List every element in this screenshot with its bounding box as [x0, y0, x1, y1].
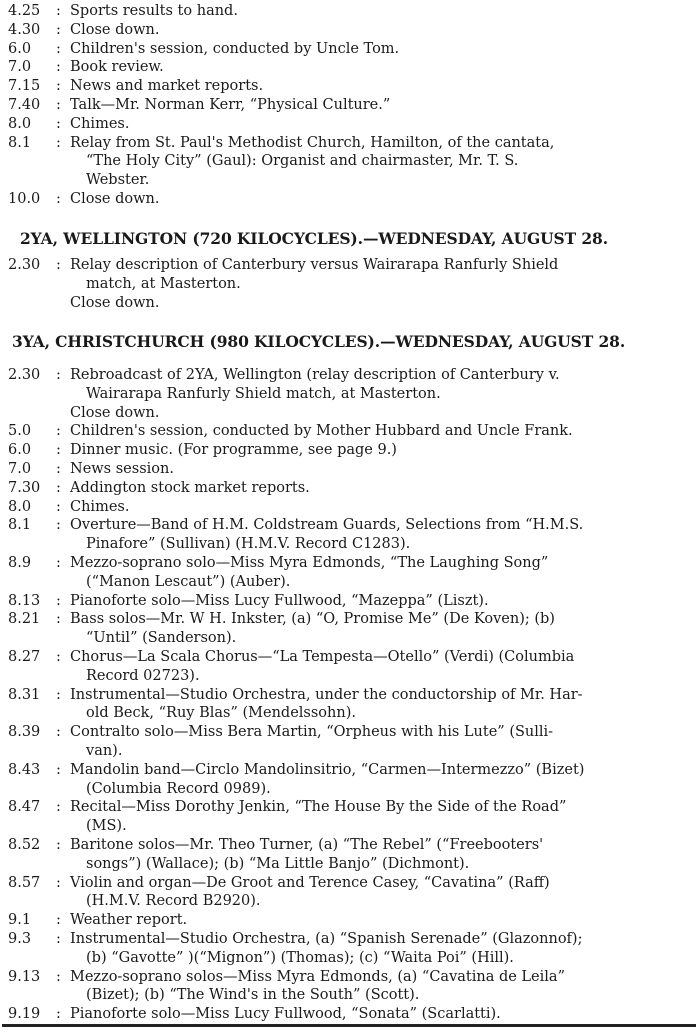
time-value: 8.1 — [8, 517, 32, 534]
time-colon: : — [56, 836, 61, 853]
programme-entry — [8, 968, 694, 1006]
time-colon: : — [56, 96, 61, 113]
entry-text: Chimes. — [70, 115, 130, 132]
programme-entry — [8, 422, 694, 441]
entry-time — [8, 874, 70, 893]
time-colon: : — [56, 912, 61, 929]
time-value: 4.30 — [8, 21, 41, 38]
entry-text-continued: (Columbia Record 0989). — [86, 780, 271, 797]
time-colon: : — [56, 190, 61, 207]
entry-text: Recital—Miss Dorothy Jenkin, “The House By the Side of the Road” — [70, 799, 567, 816]
entry-text: Rebroadcast of 2YA, Wellington (relay description of Canterbury v. — [70, 367, 560, 383]
entry-text-continued: van). — [86, 742, 123, 759]
time-colon: : — [56, 479, 61, 496]
time-colon: : — [56, 554, 61, 571]
entry-text: Close down. — [70, 21, 160, 38]
time-value: 8.43 — [8, 761, 41, 778]
programme-entry — [8, 256, 694, 294]
entry-text-continued: Wairarapa Ranfurly Shield match, at Masterton. — [86, 385, 441, 402]
entry-text: Pianoforte solo—Miss Lucy Fullwood, “Mazeppa” (Liszt). — [70, 592, 489, 609]
programme-entry — [8, 115, 694, 134]
time-value: 8.57 — [8, 874, 41, 891]
programme-entry — [8, 77, 694, 96]
entry-time — [8, 441, 70, 460]
programme-entry — [8, 761, 694, 799]
time-colon: : — [56, 257, 61, 273]
programme-entry — [8, 479, 694, 498]
entry-text: Mezzo-soprano solo—Miss Myra Edmonds, “The Laughing Song” — [70, 554, 549, 571]
entry-text-continued: match, at Masterton. — [86, 275, 241, 292]
programme-entry — [8, 366, 694, 404]
entry-text: Weather report. — [70, 912, 188, 929]
entry-time — [8, 479, 70, 498]
entry-time — [8, 968, 70, 987]
time-colon: : — [56, 517, 61, 534]
entry-time — [8, 648, 70, 667]
entry-time — [8, 2, 70, 21]
time-colon: : — [56, 874, 61, 891]
entry-text: Relay description of Canterbury versus Wairarapa Ranfurly Shield — [70, 257, 559, 273]
time-value: 4.25 — [8, 3, 41, 19]
programme-entry — [8, 498, 694, 517]
entry-text: Contralto solo—Miss Bera Martin, “Orpheus with his Lute” (Sulli- — [70, 724, 554, 741]
entry-text: Children's session, conducted by Mother Hubbard and Uncle Frank. — [70, 423, 573, 440]
station-heading-2ya: 2YA, WELLINGTON (720 KILOCYCLES).—WEDNESDAY, AUGUST 28. — [20, 229, 609, 248]
entry-time — [8, 256, 70, 275]
time-value: 8.13 — [8, 592, 41, 609]
time-value: 6.0 — [8, 40, 32, 57]
entry-text: Addington stock market reports. — [70, 479, 310, 496]
close-down-line — [8, 294, 694, 313]
time-value: 7.0 — [8, 460, 32, 477]
time-value: 6.0 — [8, 442, 32, 459]
entry-time — [8, 498, 70, 517]
time-colon: : — [56, 21, 61, 38]
time-value: 7.0 — [8, 59, 32, 76]
entry-text: Mezzo-soprano solos—Miss Myra Edmonds, (a) “Cavatina de Leila” — [70, 968, 565, 985]
entry-time — [8, 1005, 70, 1024]
entry-time — [8, 554, 70, 573]
entry-time — [8, 836, 70, 855]
programme-entry — [8, 460, 694, 479]
entry-text: Talk—Mr. Norman Kerr, “Physical Culture.” — [70, 96, 391, 113]
entry-text: Instrumental—Studio Orchestra, under the conductorship of Mr. Har- — [70, 686, 583, 703]
time-value: 9.3 — [8, 930, 32, 947]
entry-time — [8, 930, 70, 949]
section-3ya — [8, 366, 694, 1024]
entry-time — [8, 77, 70, 96]
entry-time — [8, 460, 70, 479]
programme-entry — [8, 798, 694, 836]
time-colon: : — [56, 460, 61, 477]
time-colon: : — [56, 134, 61, 151]
section-1ya-continued — [8, 2, 694, 209]
entry-text: Pianoforte solo—Miss Lucy Fullwood, “Sonata” (Scarlatti). — [70, 1006, 501, 1023]
entry-text-continued: (“Manon Lescaut”) (Auber). — [86, 573, 291, 590]
time-value: 7.15 — [8, 78, 41, 95]
entry-text-continued: old Beck, “Ruy Blas” (Mendelssohn). — [86, 705, 356, 722]
entry-time — [8, 115, 70, 134]
programme-entry — [8, 836, 694, 874]
time-colon: : — [56, 1006, 61, 1023]
entry-text: Close down. — [70, 294, 160, 311]
entry-text: Chimes. — [70, 498, 130, 515]
time-colon: : — [56, 423, 61, 440]
time-value: 5.0 — [8, 423, 32, 440]
time-value: 9.19 — [8, 1006, 41, 1023]
entry-text: Close down. — [70, 404, 160, 421]
time-value: 8.1 — [8, 134, 32, 151]
programme-entry — [8, 2, 694, 21]
time-colon: : — [56, 498, 61, 515]
time-value: 9.13 — [8, 968, 41, 985]
entry-text-continued: “Until” (Sanderson). — [86, 630, 237, 647]
entry-time — [8, 40, 70, 59]
time-value: 2.30 — [8, 257, 41, 273]
time-colon: : — [56, 442, 61, 459]
entry-time — [8, 134, 70, 153]
entry-text-continued: (H.M.V. Record B2920). — [86, 893, 261, 910]
entry-text-continued: songs”) (Wallace); (b) “Ma Little Banjo” (Dichmont). — [86, 855, 470, 872]
programme-entry — [8, 874, 694, 912]
time-value: 8.21 — [8, 611, 41, 628]
entry-time — [8, 686, 70, 705]
entry-text: Sports results to hand. — [70, 3, 238, 19]
time-colon: : — [56, 367, 61, 383]
entry-time — [8, 190, 70, 209]
entry-text-continued: Webster. — [86, 172, 150, 189]
entry-text: Violin and organ—De Groot and Terence Casey, “Cavatina” (Raff) — [70, 874, 550, 891]
programme-entry — [8, 911, 694, 930]
entry-time — [8, 911, 70, 930]
time-colon: : — [56, 686, 61, 703]
time-colon: : — [56, 115, 61, 132]
entry-text-continued: (b) “Gavotte” )(“Mignon”) (Thomas); (c) “Waita Poi” (Hill). — [86, 949, 514, 966]
programme-entry — [8, 610, 694, 648]
entry-text: Overture—Band of H.M. Coldstream Guards, Selections from “H.M.S. — [70, 517, 584, 534]
entry-time — [8, 798, 70, 817]
station-heading-3ya: 3YA, CHRISTCHURCH (980 KILOCYCLES).—WEDNESDAY, AUGUST 28. — [12, 332, 626, 351]
entry-time — [8, 516, 70, 535]
programme-entry — [8, 96, 694, 115]
time-colon: : — [56, 611, 61, 628]
time-colon: : — [56, 968, 61, 985]
entry-text: Dinner music. (For programme, see page 9.) — [70, 442, 397, 459]
entry-text-continued: Pinafore” (Sullivan) (H.M.V. Record C1283). — [86, 536, 411, 553]
entry-text: Children's session, conducted by Uncle Tom. — [70, 40, 400, 57]
programme-entry — [8, 592, 694, 611]
entry-time — [8, 761, 70, 780]
entry-time — [8, 610, 70, 629]
time-value: 7.40 — [8, 96, 41, 113]
time-value: 8.39 — [8, 724, 41, 741]
programme-entry — [8, 21, 694, 40]
time-value: 8.27 — [8, 648, 41, 665]
programme-entry — [8, 554, 694, 592]
entry-time — [8, 366, 70, 385]
entry-text: News session. — [70, 460, 174, 477]
close-down-line — [8, 404, 694, 423]
entry-text: Baritone solos—Mr. Theo Turner, (a) “The Rebel” (“Freebooters' — [70, 836, 544, 853]
entry-text: Book review. — [70, 59, 164, 76]
programme-entry — [8, 686, 694, 724]
entry-text-continued: Record 02723). — [86, 667, 200, 684]
entry-text: Mandolin band—Circlo Mandolinsitrio, “Carmen—Intermezzo” (Bizet) — [70, 761, 585, 778]
time-colon: : — [56, 761, 61, 778]
entry-text: Close down. — [70, 190, 160, 207]
programme-entry — [8, 40, 694, 59]
programme-entry — [8, 1005, 694, 1024]
programme-entry — [8, 648, 694, 686]
time-colon: : — [56, 3, 61, 19]
entry-text: Chorus—La Scala Chorus—“La Tempesta—Otello” (Verdi) (Columbia — [70, 648, 575, 665]
programme-entry — [8, 190, 694, 209]
bottom-rule — [2, 1024, 696, 1027]
time-value: 8.9 — [8, 554, 32, 571]
time-colon: : — [56, 40, 61, 57]
entry-text-continued: (Bizet); (b) “The Wind's in the South” (Scott). — [86, 987, 420, 1004]
entry-time — [8, 422, 70, 441]
entry-time — [8, 96, 70, 115]
entry-time — [8, 21, 70, 40]
entry-time — [8, 592, 70, 611]
time-colon: : — [56, 724, 61, 741]
entry-time — [8, 58, 70, 77]
time-colon: : — [56, 78, 61, 95]
programme-entry — [8, 516, 694, 554]
entry-text: Instrumental—Studio Orchestra, (a) “Spanish Serenade” (Glazonnof); — [70, 930, 583, 947]
time-value: 8.0 — [8, 498, 32, 515]
programme-entry — [8, 723, 694, 761]
programme-entry — [8, 58, 694, 77]
section-2ya — [8, 256, 694, 312]
time-colon: : — [56, 930, 61, 947]
time-value: 7.30 — [8, 479, 41, 496]
entry-time — [8, 723, 70, 742]
programme-entry — [8, 930, 694, 968]
entry-text-continued: “The Holy City” (Gaul): Organist and chairmaster, Mr. T. S. — [86, 153, 519, 170]
entry-text: Relay from St. Paul's Methodist Church, Hamilton, of the cantata, — [70, 134, 555, 151]
time-value: 2.30 — [8, 367, 41, 383]
entry-text: Bass solos—Mr. W H. Inkster, (a) “O, Promise Me” (De Koven); (b) — [70, 611, 555, 628]
time-colon: : — [56, 592, 61, 609]
time-value: 8.31 — [8, 686, 41, 703]
time-colon: : — [56, 648, 61, 665]
programme-entry — [8, 441, 694, 460]
time-value: 9.1 — [8, 912, 32, 929]
time-colon: : — [56, 59, 61, 76]
time-value: 8.47 — [8, 799, 41, 816]
time-colon: : — [56, 799, 61, 816]
programme-entry — [8, 134, 694, 190]
time-value: 8.52 — [8, 836, 41, 853]
time-value: 10.0 — [8, 190, 41, 207]
entry-text-continued: (MS). — [86, 818, 127, 835]
entry-text: News and market reports. — [70, 78, 264, 95]
time-value: 8.0 — [8, 115, 32, 132]
